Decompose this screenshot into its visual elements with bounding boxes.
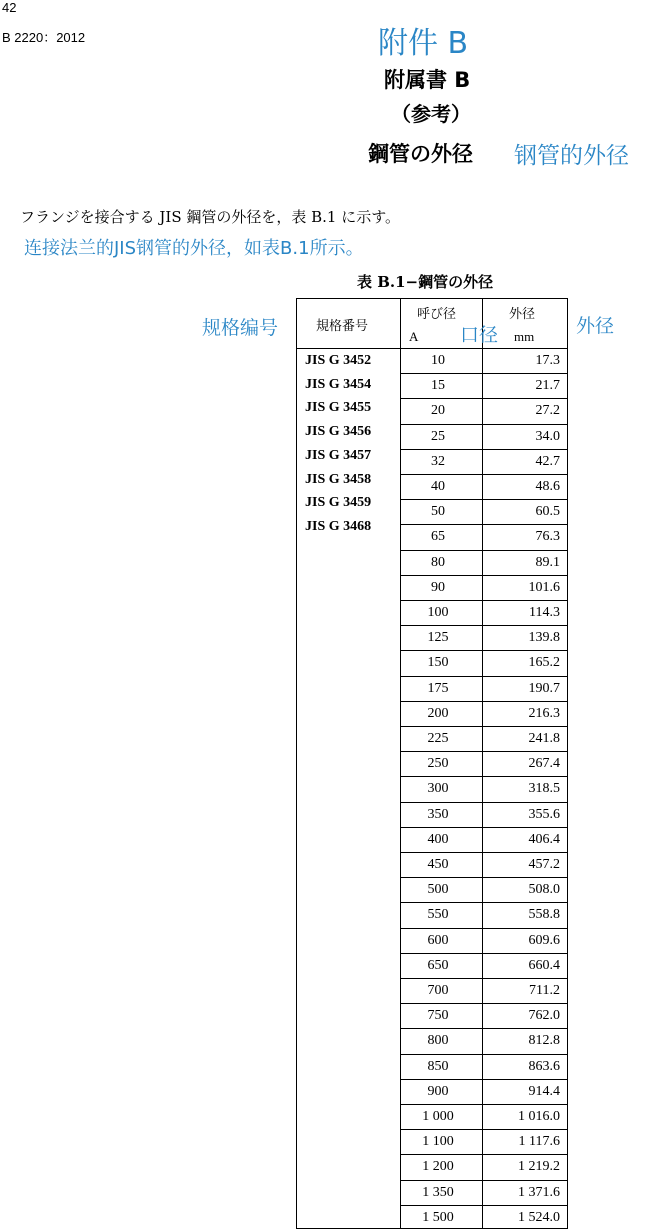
outer-diameter-cell: 267.4 <box>528 756 560 771</box>
outer-diameter-cell: 89.1 <box>535 555 560 570</box>
spec-annotation: 规格编号 <box>202 317 279 339</box>
nominal-size-cell: 32 <box>431 454 445 469</box>
outer-diameter-cell: 508.0 <box>528 882 560 897</box>
spec-number-cell: JIS G 3452 <box>305 353 372 368</box>
outer-diameter-cell: 406.4 <box>528 832 560 847</box>
outer-diameter-cell: 190.7 <box>528 681 560 696</box>
header-nominal-1: 呼び径 <box>417 307 457 322</box>
outer-diameter-cell: 48.6 <box>535 479 560 494</box>
outer-diameter-cell: 1 219.2 <box>518 1159 560 1174</box>
table-row-rule <box>400 499 567 500</box>
nominal-size-cell: 550 <box>427 907 449 922</box>
nominal-size-cell: 500 <box>427 882 449 897</box>
outer-diameter-cell: 1 524.0 <box>518 1210 560 1225</box>
table-row-rule <box>400 928 567 929</box>
table-row-rule <box>400 726 567 727</box>
nominal-size-cell: 650 <box>427 958 449 973</box>
outer-diameter-cell: 812.8 <box>528 1033 560 1048</box>
outer-diameter-cell: 660.4 <box>528 958 560 973</box>
outer-diameter-cell: 165.2 <box>528 655 560 670</box>
nominal-size-cell: 20 <box>431 403 445 418</box>
nominal-size-cell: 450 <box>427 857 449 872</box>
nominal-size-cell: 850 <box>427 1059 449 1074</box>
table-row-rule <box>400 600 567 601</box>
table-border-bottom <box>296 1228 567 1229</box>
table-row-rule <box>400 978 567 979</box>
outer-diameter-cell: 355.6 <box>528 807 560 822</box>
table-row-rule <box>400 1180 567 1181</box>
outer-diameter-cell: 711.2 <box>529 983 560 998</box>
nominal-size-cell: 65 <box>431 529 445 544</box>
outer-diameter-cell: 318.5 <box>528 781 560 796</box>
spec-number-cell: JIS G 3455 <box>305 400 372 415</box>
table-row-rule <box>400 676 567 677</box>
table-row-rule <box>400 701 567 702</box>
outer-diameter-cell: 863.6 <box>528 1059 560 1074</box>
nominal-size-cell: 600 <box>427 933 449 948</box>
spec-number-cell: JIS G 3459 <box>305 495 372 510</box>
annex-title-jp: 附属書 B <box>384 68 471 92</box>
nominal-size-cell: 200 <box>427 706 449 721</box>
table-row-rule <box>400 1028 567 1029</box>
table-row-rule <box>400 424 567 425</box>
nominal-size-cell: 300 <box>427 781 449 796</box>
table-row-rule <box>400 1003 567 1004</box>
nominal-annotation: 口径 <box>460 324 499 346</box>
nominal-size-cell: 225 <box>427 731 449 746</box>
outer-diameter-cell: 34.0 <box>535 429 560 444</box>
outer-diameter-cell: 114.3 <box>529 605 560 620</box>
outer-diameter-cell: 1 016.0 <box>518 1109 560 1124</box>
table-row-rule <box>400 1104 567 1105</box>
intro-text-jp: フランジを接合する JIS 鋼管の外径を，表 B.1 に示す。 <box>20 208 401 226</box>
table-row-rule <box>400 1079 567 1080</box>
table-border-top <box>296 298 567 299</box>
intro-text-cn: 连接法兰的JIS钢管的外径，如表B.1所示。 <box>24 238 364 259</box>
nominal-size-cell: 40 <box>431 479 445 494</box>
table-col-divider <box>482 298 483 1228</box>
nominal-size-cell: 15 <box>431 378 445 393</box>
spec-number-cell: JIS G 3456 <box>305 424 372 439</box>
outer-diameter-cell: 21.7 <box>535 378 560 393</box>
table-caption: 表 B.1−鋼管の外径 <box>357 273 494 291</box>
nominal-size-cell: 400 <box>427 832 449 847</box>
table-row-rule <box>400 902 567 903</box>
table-row-rule <box>400 398 567 399</box>
table-row-rule <box>400 776 567 777</box>
table-row-rule <box>400 524 567 525</box>
outer-diameter-cell: 762.0 <box>528 1008 560 1023</box>
table-border-left <box>296 298 297 1228</box>
outer-diameter-cell: 17.3 <box>535 353 560 368</box>
table-row-rule <box>400 877 567 878</box>
nominal-size-cell: 10 <box>431 353 445 368</box>
annex-title-cn: 附件 B <box>378 26 469 61</box>
table-row-rule <box>400 953 567 954</box>
page-number: 42 <box>2 0 17 15</box>
table-row-rule <box>400 373 567 374</box>
nominal-size-cell: 125 <box>427 630 449 645</box>
spec-number-cell: JIS G 3457 <box>305 448 372 463</box>
table-row-rule <box>400 827 567 828</box>
table-border-right <box>567 298 568 1229</box>
table-col-divider <box>400 298 401 1228</box>
spec-number-cell: JIS G 3458 <box>305 472 372 487</box>
table-row-rule <box>400 1154 567 1155</box>
annex-heading-jp: 鋼管の外径 <box>368 142 473 166</box>
outer-diameter-cell: 609.6 <box>528 933 560 948</box>
table-header-rule <box>296 348 567 349</box>
outer-diameter-cell: 241.8 <box>528 731 560 746</box>
nominal-size-cell: 800 <box>427 1033 449 1048</box>
spec-number-cell: JIS G 3468 <box>305 519 372 534</box>
nominal-size-cell: 90 <box>431 580 445 595</box>
header-outer-2: mm <box>514 329 535 344</box>
outer-diameter-cell: 42.7 <box>535 454 560 469</box>
nominal-size-cell: 1 000 <box>422 1109 454 1124</box>
table-row-rule <box>400 650 567 651</box>
table-row-rule <box>400 751 567 752</box>
table-row-rule <box>400 1205 567 1206</box>
outer-annotation: 外径 <box>576 315 615 337</box>
nominal-size-cell: 1 100 <box>422 1134 454 1149</box>
outer-diameter-cell: 60.5 <box>535 504 560 519</box>
table-row-rule <box>400 1129 567 1130</box>
table-row-rule <box>400 474 567 475</box>
nominal-size-cell: 350 <box>427 807 449 822</box>
nominal-size-cell: 80 <box>431 555 445 570</box>
outer-diameter-cell: 558.8 <box>528 907 560 922</box>
header-spec: 規格番号 <box>316 319 369 334</box>
table-row-rule <box>400 575 567 576</box>
nominal-size-cell: 175 <box>427 681 449 696</box>
table-row-rule <box>400 625 567 626</box>
outer-diameter-cell: 216.3 <box>528 706 560 721</box>
nominal-size-cell: 50 <box>431 504 445 519</box>
outer-diameter-cell: 76.3 <box>535 529 560 544</box>
nominal-size-cell: 1 200 <box>422 1159 454 1174</box>
pipe-diameter-table <box>296 298 567 1228</box>
outer-diameter-cell: 101.6 <box>528 580 560 595</box>
outer-diameter-cell: 1 117.6 <box>518 1134 560 1149</box>
table-row-rule <box>400 550 567 551</box>
outer-diameter-cell: 139.8 <box>528 630 560 645</box>
spec-number-cell: JIS G 3454 <box>305 377 372 392</box>
outer-diameter-cell: 457.2 <box>528 857 560 872</box>
nominal-size-cell: 750 <box>427 1008 449 1023</box>
header-outer-1: 外径 <box>509 307 536 322</box>
nominal-size-cell: 250 <box>427 756 449 771</box>
outer-diameter-cell: 1 371.6 <box>518 1185 560 1200</box>
standard-id: B 2220：2012 <box>2 30 86 45</box>
outer-diameter-cell: 27.2 <box>535 403 560 418</box>
table-row-rule <box>400 1054 567 1055</box>
nominal-size-cell: 900 <box>427 1084 449 1099</box>
nominal-size-cell: 1 350 <box>422 1185 454 1200</box>
nominal-size-cell: 100 <box>427 605 449 620</box>
header-nominal-2: A <box>409 329 419 344</box>
annex-heading-cn: 钢管的外径 <box>514 143 629 169</box>
table-row-rule <box>400 852 567 853</box>
nominal-size-cell: 1 500 <box>422 1210 454 1225</box>
table-row-rule <box>400 449 567 450</box>
table-row-rule <box>400 802 567 803</box>
annex-reference: （参考） <box>391 102 471 126</box>
outer-diameter-cell: 914.4 <box>528 1084 560 1099</box>
nominal-size-cell: 700 <box>427 983 449 998</box>
nominal-size-cell: 150 <box>427 655 449 670</box>
nominal-size-cell: 25 <box>431 429 445 444</box>
